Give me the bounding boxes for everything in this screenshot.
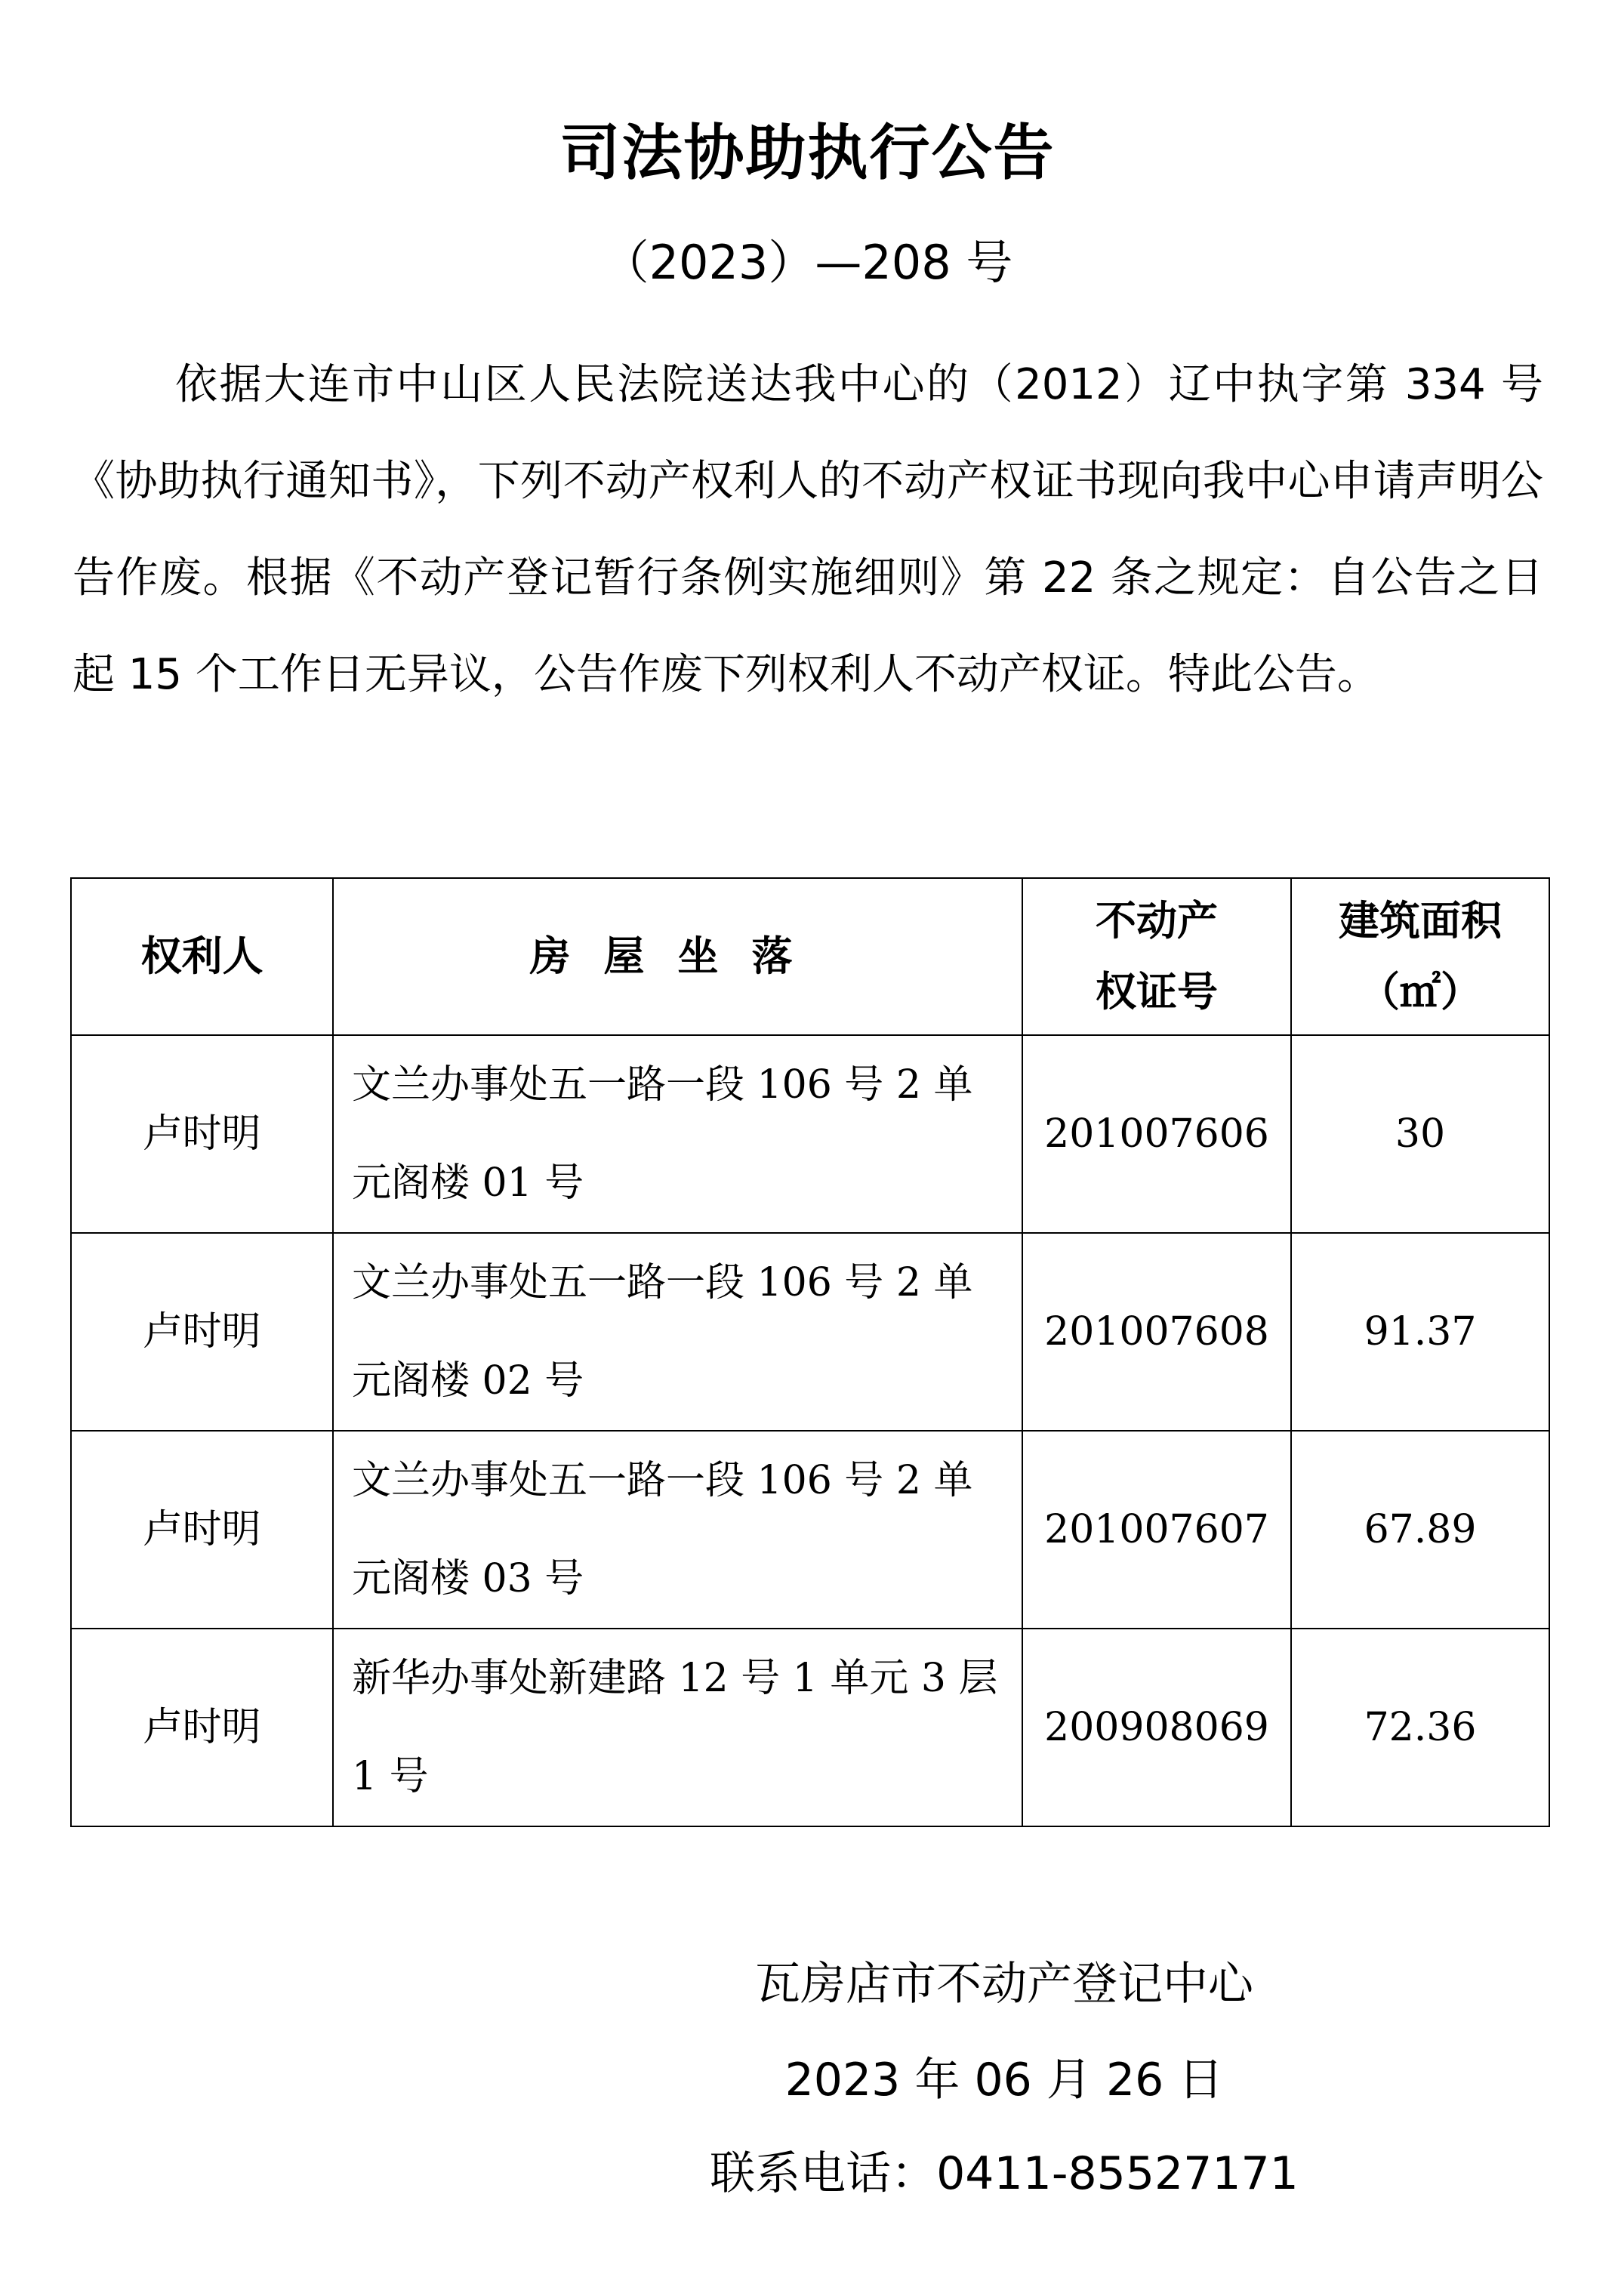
issuing-organization: 瓦房店市不动产登记中心 — [755, 1958, 1253, 2011]
property-certificate-table — [70, 877, 1550, 1827]
cell-certificate-number: 201007607 — [1022, 1431, 1291, 1629]
cell-property-location: 文兰办事处五一路一段 106 号 2 单元阁楼 02 号 — [333, 1233, 1022, 1431]
header-certificate-line1: 不动产 — [1096, 897, 1218, 945]
table-row — [71, 1431, 1549, 1629]
cell-certificate-number: 201007606 — [1022, 1035, 1291, 1233]
cell-floor-area: 30 — [1291, 1035, 1549, 1233]
table-header-row — [71, 878, 1549, 1035]
document-number: （2023）—208 号 — [602, 235, 1013, 290]
cell-floor-area: 72.36 — [1291, 1629, 1549, 1826]
header-rights-holder: 权利人 — [71, 878, 333, 1035]
header-certificate-line2: 权证号 — [1096, 968, 1218, 1015]
header-floor-area — [1291, 878, 1549, 1035]
cell-rights-holder: 卢时明 — [71, 1431, 333, 1629]
cell-property-location: 新华办事处新建路 12 号 1 单元 3 层 1 号 — [333, 1629, 1022, 1826]
cell-rights-holder: 卢时明 — [71, 1035, 333, 1233]
table-row — [71, 1035, 1549, 1233]
notice-title: 司法协助执行公告 — [559, 118, 1056, 188]
table-row — [71, 1629, 1549, 1826]
cell-rights-holder: 卢时明 — [71, 1233, 333, 1431]
header-floor-area-line1: 建筑面积 — [1339, 897, 1502, 945]
contact-phone: 联系电话：0411-85527171 — [710, 2147, 1299, 2200]
cell-certificate-number: 200908069 — [1022, 1629, 1291, 1826]
cell-certificate-number: 201007608 — [1022, 1233, 1291, 1431]
header-floor-area-line2: （㎡） — [1359, 968, 1481, 1015]
header-property-location-label: 房屋坐落 — [529, 932, 826, 980]
cell-floor-area: 67.89 — [1291, 1431, 1549, 1629]
issue-date: 2023 年 06 月 26 日 — [784, 2054, 1224, 2106]
table-row — [71, 1233, 1549, 1431]
cell-floor-area: 91.37 — [1291, 1233, 1549, 1431]
cell-property-location: 文兰办事处五一路一段 106 号 2 单元阁楼 01 号 — [333, 1035, 1022, 1233]
header-certificate-number — [1022, 878, 1291, 1035]
cell-property-location: 文兰办事处五一路一段 106 号 2 单元阁楼 03 号 — [333, 1431, 1022, 1629]
notice-body: 依据大连市中山区人民法院送达我中心的（2012）辽中执字第 334 号《协助执行通知书》，下列不动产权利人的不动产权证书现向我中心申请声明公告作废。根据《不动产登记暂行条例实施细则》第 22 条之规定：自公告之日起 15 个工作日无异议，公告作废下列权利人不动产权证。特此公告。 — [72, 360, 1543, 699]
cell-rights-holder: 卢时明 — [71, 1629, 333, 1826]
header-property-location — [333, 878, 1022, 1035]
